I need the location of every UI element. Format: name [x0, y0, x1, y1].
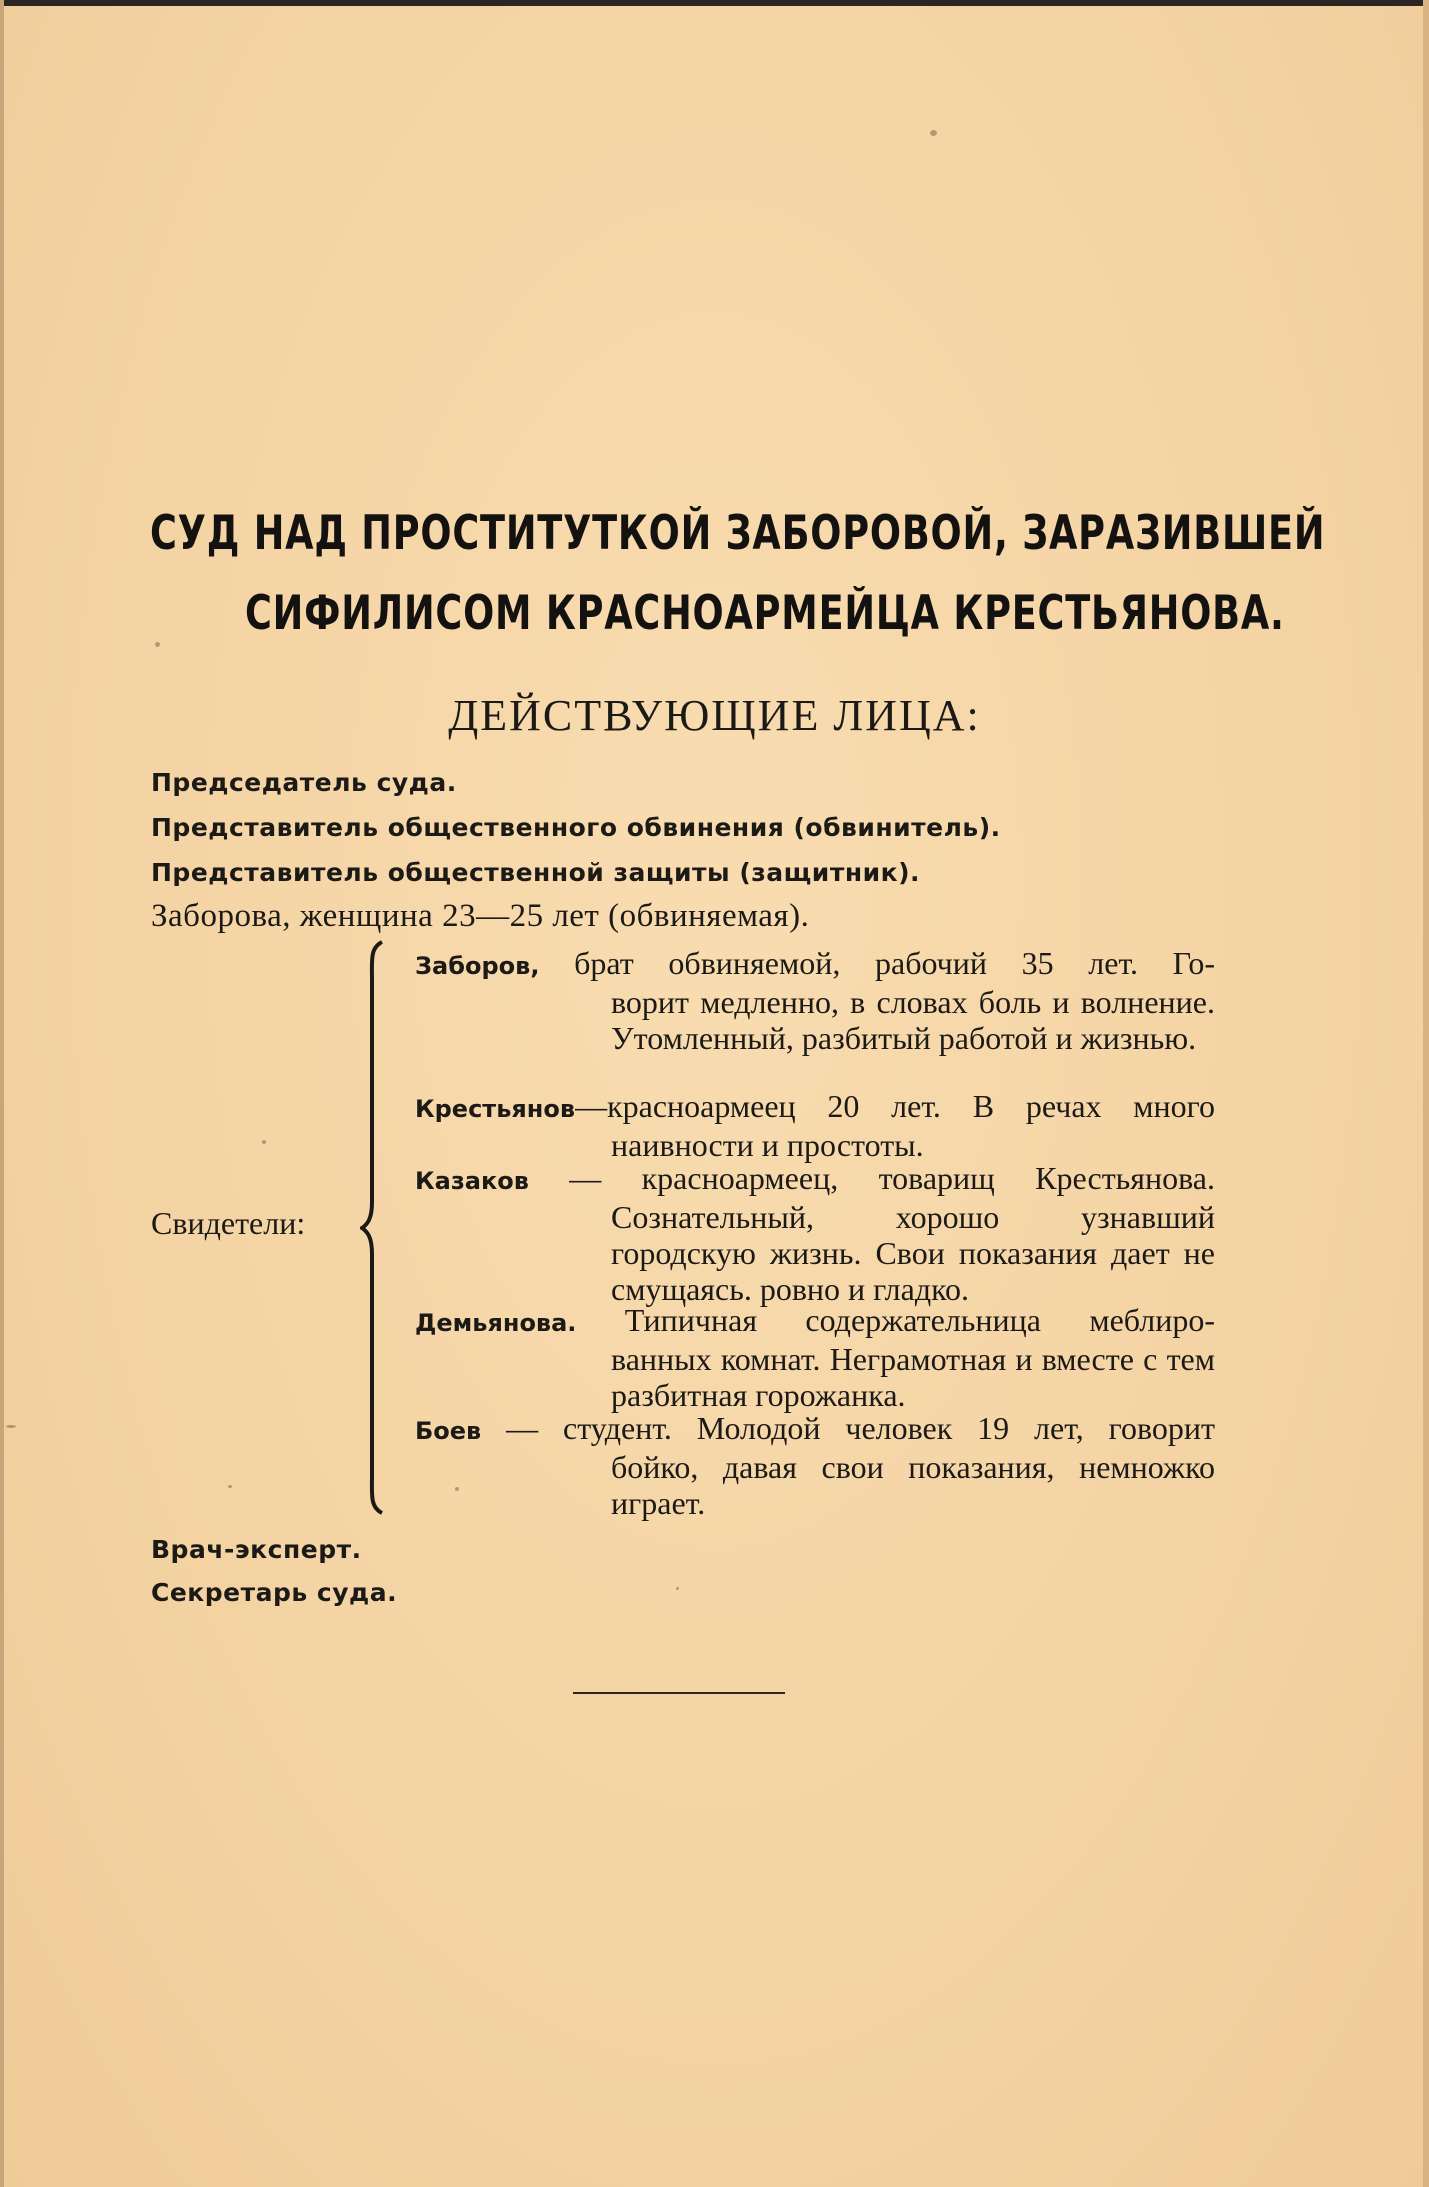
- paper-speck: [262, 1140, 266, 1144]
- paper-speck: [228, 1485, 232, 1488]
- witness-boev: [415, 1410, 1215, 1521]
- cast-accused: Заборова, женщина 23—25 лет (обвиняемая).: [151, 898, 810, 934]
- witness-description-cont: ворит медленно, в словах боль и волнение. Утомленный, разбитый работой и жизнью.: [611, 984, 1215, 1056]
- witness-name: Демьянова.: [415, 1309, 577, 1337]
- witnesses-label: Свидетели:: [151, 1205, 306, 1241]
- cast-defender: Представитель общественной защиты (защитник).: [151, 858, 920, 887]
- witness-description-cont: ванных комнат. Неграмотная и вместе с тем разбитная горожанка.: [611, 1341, 1215, 1413]
- witness-description-cont: бойко, давая свои показания, немножко играет.: [611, 1449, 1215, 1521]
- witness-name: Заборов,: [415, 952, 540, 980]
- cast-expert: Врач-эксперт.: [151, 1535, 362, 1564]
- page-top-edge: [0, 0, 1429, 6]
- witness-description: брат обвиняемой, рабочий 35 лет. Го-: [574, 945, 1216, 981]
- witness-name: Казаков: [415, 1167, 529, 1195]
- cast-secretary: Секретарь суда.: [151, 1578, 398, 1607]
- paper-speck: [930, 130, 937, 136]
- witness-name: Крестьянов: [415, 1095, 576, 1123]
- witness-description: — студент. Молодой человек 19 лет, говорит: [481, 1410, 1215, 1446]
- page-left-edge: [0, 0, 4, 2187]
- brace-icon: [360, 940, 390, 1515]
- witness-description-cont: наивности и простоты.: [611, 1127, 924, 1163]
- cast-heading: ДЕЙСТВУЮЩИЕ ЛИЦА:: [448, 691, 981, 740]
- cast-chairman: Председатель суда.: [151, 768, 457, 797]
- witness-description: — красноармеец, товарищ Крестьянова.: [528, 1160, 1215, 1196]
- title-line-2: СИФИЛИСОМ КРАСНОАРМЕЙЦА КРЕСТЬЯНОВА.: [245, 586, 1285, 641]
- title-line-1: СУД НАД ПРОСТИТУТКОЙ ЗАБОРОВОЙ, ЗАРАЗИВШЕЙ: [150, 506, 1326, 561]
- witness-description: Типичная содержательница меблиро-: [576, 1302, 1215, 1338]
- witness-krestyanov: [415, 1088, 1215, 1163]
- witness-name: Боев: [415, 1417, 482, 1445]
- witness-demyanova: [415, 1302, 1215, 1413]
- paper-speck: [6, 1425, 16, 1428]
- cast-prosecutor: Представитель общественного обвинения (обвинитель).: [151, 813, 1001, 842]
- witness-description-cont: Сознательный, хорошо узнавший городскую жизнь. Свои показания дает не смущаясь. ровно и гладко.: [611, 1199, 1215, 1307]
- paper-speck: [676, 1587, 679, 1590]
- witness-zaborov: [415, 945, 1215, 1056]
- page-right-edge: [1423, 0, 1429, 2187]
- divider: [573, 1692, 785, 1694]
- witness-description: —красноармеец 20 лет. В речах много: [575, 1088, 1215, 1124]
- paper-speck: [155, 642, 160, 647]
- witness-kazakov: [415, 1160, 1215, 1307]
